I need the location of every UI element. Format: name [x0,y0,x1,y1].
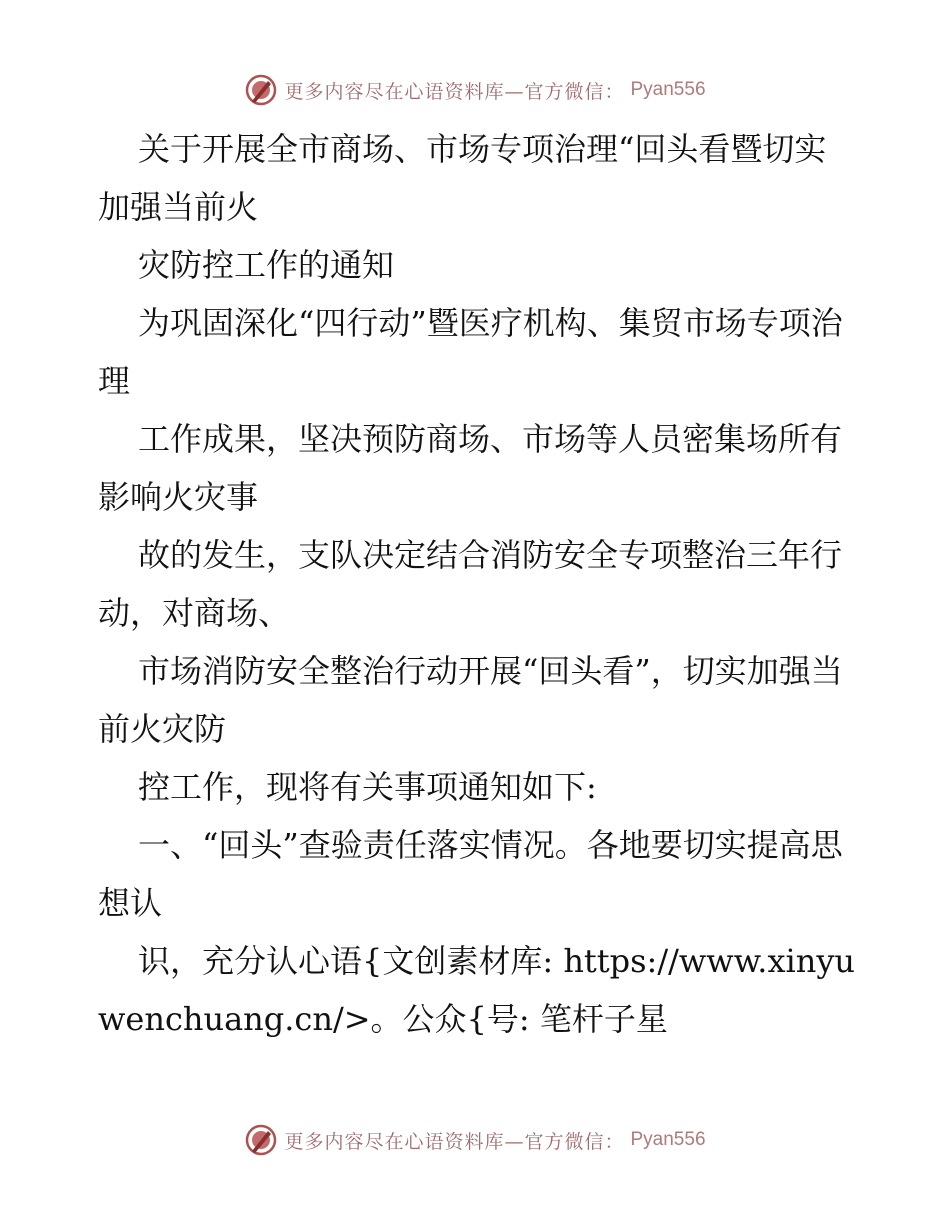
banner-wechat-id: Pyan556 [630,1129,706,1150]
paragraph-line: 关于开展全市商场、市场专项治理“回头看暨切 [138,130,795,168]
banner-text: 更多内容尽在心语资料库—官方微信： [284,80,625,103]
header-banner [0,70,950,110]
paragraph-line: 市场消防安全整治行动开展“回头看”，切实加 [138,652,779,690]
banner-wechat-id: Pyan556 [630,79,706,100]
paragraph [98,294,858,410]
paragraph-line: 识，充分认心语{文创素材库: https:// [138,942,679,980]
document-body [98,120,858,1048]
paragraph [98,410,858,526]
paragraph-line: 强当前火灾防 [98,652,843,748]
paragraph-line: 项治理 [98,304,843,400]
paragraph [98,816,858,932]
paragraph-line: www.xinyuwenchuang.cn/>。公众{号: 笔杆子星 [98,942,856,1038]
paragraph-line: 高思想认 [98,826,843,922]
paragraph-line: 控工作，现将有关事项通知如下: [138,768,597,806]
paragraph [98,758,858,816]
pen-circle-logo-icon [244,1123,278,1157]
pen-circle-logo-icon [244,73,278,107]
paragraph [98,642,858,758]
paragraph-line: 为巩固深化“四行动”暨医疗机构、集贸市场专 [138,304,779,342]
paragraph [98,526,858,642]
paragraph-line: 有影响火灾事 [98,420,843,516]
paragraph-line: 实加强当前火 [98,130,827,226]
paragraph-line: 故的发生，支队决定结合消防安全专项整治三年 [138,536,811,574]
paragraph [98,120,858,236]
paragraph-line: 工作成果，坚决预防商场、市场等人员密集场所 [138,420,811,458]
paragraph-line: 一、“回头”查验责任落实情况。各地要切实提 [138,826,779,864]
footer-banner [0,1120,950,1160]
paragraph [98,932,858,1048]
banner-text: 更多内容尽在心语资料库—官方微信： [284,1130,625,1153]
paragraph-line: 灾防控工作的通知 [138,246,395,284]
paragraph [98,236,858,294]
paragraph-line: 行动，对商场、 [98,536,843,632]
